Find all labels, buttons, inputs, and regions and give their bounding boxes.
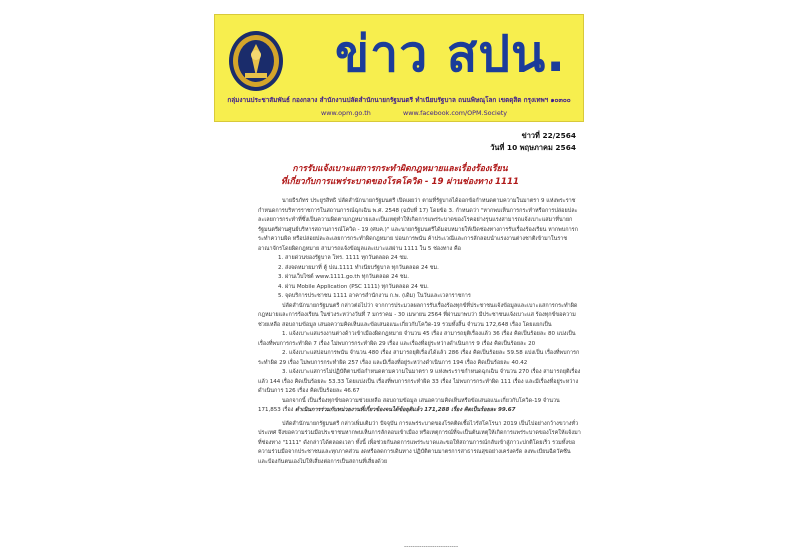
facebook-link[interactable]: www.facebook.com/OPM.Society (403, 109, 508, 117)
closing-paragraph: ปลัดสำนักนายกรัฐมนตรี กล่าวเพิ่มเติมว่า ปัจจุบัน การแพร่ระบาดของโรคติดเชื้อไวรัสโคโรนา 2019 เป็นไปอย่างกว้างขวางทั่วประเทศ จึงขอความร่วมมือประชาชนหากพบเห็นการลักลอบเข้าเมือง หรือเหตุการณ์ที่จะเป็นต้นเหตุให้เกิดการแพร่ระบาดของโรคให้แจ้งมาที่ช่องทาง "1111" ดังกล่าวได้ตลอดเวลา ทั้งนี้ เพื่อช่วยกันลดการแพร่ระบาดและขอให้สถานการณ์กลับเข้าสู่ภาวะปกติโดยเร็ว รวมทั้งขอความร่วมมือจากประชาชนและทุกภาคส่วน งดหรือลดการเดินทาง ปฏิบัติตามมาตรการสาธารณสุขอย่างเคร่งครัด ลงทะเบียนฉีดวัคซีน และป้องกันตนเองไม่ให้เสี่ยงต่อการเป็นสถานที่เสี่ยงด้วย (258, 420, 581, 465)
stat-item-3: 3. แจ้งเบาะแสการไม่ปฏิบัติตามข้อกำหนดตามความในมาตรา 9 แห่งพระราชกำหนดฉุกเฉิน จำนวน 270 เรื่อง สามารถยุติเรื่องแล้ว 144 เรื่อง คิดเป็นร้อยละ 53.33 โดยแบ่งเป็น เรื่องที่พบการกระทำผิด 33 เรื่อง ไม่พบการกระทำผิด 111 เรื่อง และมีเรื่องที่อยู่ระหว่างดำเนินการ 126 เรื่อง คิดเป็นร้อยละ 46.67 (258, 369, 581, 394)
header-banner (214, 14, 584, 122)
intro-paragraph: นายธีรภัทร ประยูรสิทธิ ปลัดสำนักนายกรัฐมนตรี เปิดเผยว่า ตามที่รัฐบาลได้ออกข้อกำหนดตามความในมาตรา 9 แห่งพระราชกำหนดการบริหารราชการในสถานการณ์ฉุกเฉิน พ.ศ. 2548 (ฉบับที่ 17) โดยข้อ 3. กำหนดว่า "หากพบเห็นการกระทำหรือการปล่อยปละละเลยการกระทำที่ซึ่งเป็นความผิดตามกฎหมายและเป็นเหตุทำให้เกิดการแพร่ระบาดของโรคอย่างรุนแรงสามารถแจ้งเบาะแสมาที่นายกรัฐมนตรีผ่านศูนย์บริหารสถานการณ์โควิด - 19 (ศบค.)" และนายกรัฐมนตรีได้มอบหมายให้เปิดช่องทางการรับเรื่องร้องเรียน หากพบการกระทำความผิด หรือปล่อยปละละเลยการกระทำผิดกฎหมาย บ่อนการพนัน ค้าประเวณีและการลักลอบนำแรงงานต่างชาติเข้ามาในราชอาณาจักรโดยผิดกฎหมาย สามารถแจ้งข้อมูลและเบาะแสผ่าน 1111 ใน 5 ช่องทาง คือ (258, 198, 578, 252)
headline-line-2: ที่เกี่ยวกับการแพร่ระบาดของโรคโควิด - 19 ผ่านช่องทาง 1111 (281, 177, 519, 187)
end-separator: ------------------------- (404, 543, 459, 550)
stat-item-1: 1. แจ้งเบาะแสแรงงานต่างด้าวเข้าเมืองผิดกฎหมาย จำนวน 45 เรื่อง สามารถยุติเรื่องแล้ว 36 เรื่อง คิดเป็นร้อยละ 80 แบ่งเป็นเรื่องที่พบการกระทำผิด 7 เรื่อง ไม่พบการกระทำผิด 29 เรื่อง และเรื่องที่อยู่ระหว่างดำเนินการ 9 เรื่อง คิดเป็นร้อยละ 20 (258, 331, 576, 347)
press-release-page (214, 14, 586, 550)
channel-item: 2. ส่งจดหมายมาที่ ตู้ ปณ.1111 ทำเนียบรัฐบาล ทุกวันตลอด 24 ชม. (278, 264, 439, 271)
channel-item: 4. ผ่าน Mobile Application (PSC 1111) ทุกวันตลอด 24 ชม. (278, 283, 429, 290)
agency-address: กลุ่มงานประชาสัมพันธ์ กองกลาง สำนักงานปลัดสำนักนายกรัฐมนตรี ทำเนียบรัฐบาล ถนนพิษณุโลก เขตดุสิต กรุงเทพฯ ๑๐๓๐๐ (227, 96, 571, 104)
stat-item-4: นอกจากนี้ เป็นเรื่องทุกข์ขอความช่วยเหลือ สอบถามข้อมูล เสนอความคิดเห็นหรือข้อเสนอแนะเกี่ยวกับโควิด-19 จำนวน 171,853 เรื่อง ดำเนินการร่วมกับหน่วยงานที่เกี่ยวข้องจนได้ข้อยุติแล้ว 171,288 เรื่อง คิดเป็นร้อยละ 99.67 (258, 397, 560, 413)
body-text (258, 197, 582, 467)
stat-item-4-bold: ดำเนินการร่วมกับหน่วยงานที่เกี่ยวข้องจนได้ข้อยุติแล้ว 171,288 เรื่อง คิดเป็นร้อยละ 99.67 (295, 407, 516, 413)
website-link[interactable]: www.opm.go.th (321, 109, 371, 117)
statistics-paragraph: ปลัดสำนักนายกรัฐมนตรี กล่าวต่อไปว่า จากการประมวลผลการรับเรื่องร้องทุกข์ที่ประชาชนแจ้งข้อมูลและเบาะแสการกระทำผิดกฎหมายและการร้องเรียน ในช่วงระหว่างวันที่ 7 มกราคม - 30 เมษายน 2564 ที่ผ่านมาพบว่า มีประชาชนแจ้งเบาะแส ร้องทุกข์ขอความช่วยเหลือ สอบถามข้อมูล เสนอความคิดเห็นและข้อเสนอแนะเกี่ยวกับโควิด-19 รวมทั้งสิ้น จำนวน 172,648 เรื่อง โดยแยกเป็น (258, 302, 578, 328)
headline-line-1: การรับแจ้งเบาะแสการกระทำผิดกฎหมายและเรื่องร้องเรียน (292, 164, 508, 174)
channel-item: 1. สายด่วนของรัฐบาล โทร. 1111 ทุกวันตลอด 24 ชม. (278, 255, 409, 261)
news-number: ข่าวที่ 22/2564 (521, 131, 576, 140)
newsletter-title: ข่าว สปน. (335, 25, 567, 83)
channel-item: 3. ผ่านเว็บไซต์ www.1111.go.th ทุกวันตลอด 24 ชม. (278, 274, 409, 280)
news-date: วันที่ 10 พฤษภาคม 2564 (490, 143, 576, 152)
channel-item: 5. จุดบริการประชาชน 1111 อาคารสำนักงาน ก.พ. (เดิม) ในวันและเวลาราชการ (278, 293, 471, 299)
stat-item-2: 2. แจ้งเบาะแสบ่อนการพนัน จำนวน 480 เรื่อง สามารถยุติเรื่องได้แล้ว 286 เรื่อง คิดเป็นร้อยละ 59.58 แบ่งเป็น เรื่องที่พบการกระทำผิด 29 เรื่อง ไม่พบการกระทำผิด 257 เรื่อง และมีเรื่องที่อยู่ระหว่างดำเนินการ 194 เรื่อง คิดเป็นร้อยละ 40.42 (258, 350, 580, 366)
government-seal-icon (227, 29, 285, 93)
